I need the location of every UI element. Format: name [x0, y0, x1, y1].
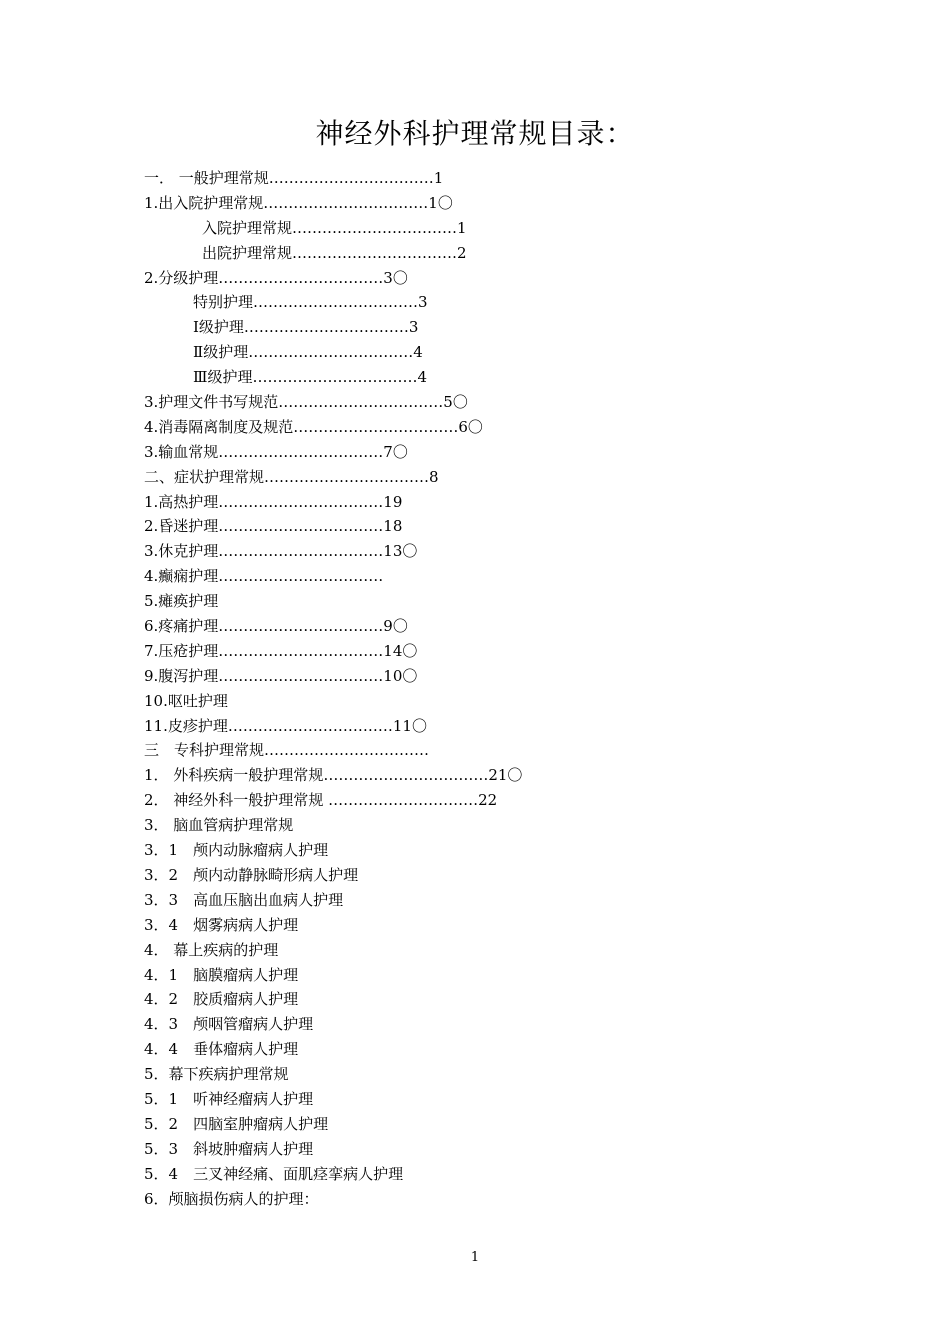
toc-entry: 5．4 三叉神经痛、面肌痉挛病人护理: [144, 1164, 404, 1183]
toc-entry: Ⅰ级护理……………………………3: [193, 318, 419, 337]
toc-entry: 一． 一般护理常规……………………………1: [144, 169, 444, 187]
toc-entry: 4.癫痫护理……………………………: [144, 567, 384, 586]
toc-entry: Ⅱ级护理……………………………4: [193, 343, 423, 362]
toc-entry: 11.皮疹护理……………………………11〇: [144, 716, 427, 735]
toc-entry: 2． 神经外科一般护理常规 …………………………22: [144, 791, 498, 810]
toc-entry: 5．1 听神经瘤病人护理: [144, 1089, 314, 1108]
toc-entry: 5．2 四脑室肿瘤病人护理: [144, 1114, 329, 1133]
toc-entry: 二、症状护理常规……………………………8: [144, 467, 439, 486]
table-of-contents: [144, 166, 844, 1211]
toc-entry: 4．3 颅咽管瘤病人护理: [144, 1015, 314, 1034]
toc-entry: 5．3 斜坡肿瘤病人护理: [144, 1139, 314, 1158]
toc-entry: 3．3 高血压脑出血病人护理: [144, 890, 344, 909]
toc-entry: 4．4 垂体瘤病人护理: [144, 1040, 299, 1059]
toc-entry: 3.输血常规……………………………7〇: [144, 442, 408, 461]
toc-entry: 3．2 颅内动静脉畸形病人护理: [144, 865, 359, 884]
toc-entry: 2.昏迷护理……………………………18: [144, 517, 403, 536]
toc-entry: 1.出入院护理常规……………………………1〇: [144, 193, 453, 212]
toc-entry: 4.消毒隔离制度及规范……………………………6〇: [144, 417, 483, 436]
toc-entry: 3.护理文件书写规范……………………………5〇: [144, 393, 468, 412]
toc-entry: 10.呕吐护理: [144, 691, 228, 710]
toc-entry: 1． 外科疾病一般护理常规……………………………21〇: [144, 766, 523, 785]
toc-entry: 4．2 胶质瘤病人护理: [144, 990, 299, 1009]
toc-entry: 5.瘫痪护理: [144, 592, 219, 611]
toc-entry: 特别护理……………………………3: [193, 293, 428, 312]
toc-entry: 3．4 烟雾病病人护理: [144, 915, 299, 934]
toc-entry: 1.高热护理……………………………19: [144, 492, 403, 511]
document-title: 神经外科护理常规目录：: [315, 117, 635, 150]
toc-entry: 入院护理常规……………………………1: [202, 218, 467, 237]
toc-entry: Ⅲ级护理……………………………4: [193, 368, 428, 387]
toc-entry: 2.分级护理……………………………3〇: [144, 268, 408, 287]
toc-entry: 出院护理常规……………………………2: [202, 243, 467, 262]
toc-entry: 3．1 颅内动脉瘤病人护理: [144, 841, 329, 860]
toc-entry: 7.压疮护理……………………………14〇: [144, 641, 418, 660]
toc-entry: 6．颅脑损伤病人的护理：: [144, 1189, 319, 1208]
toc-entry: 4． 幕上疾病的护理: [144, 940, 279, 959]
toc-entry: 5．幕下疾病护理常规: [144, 1065, 289, 1084]
page-number: 1: [470, 1250, 480, 1265]
toc-entry: 6.疼痛护理……………………………9〇: [144, 617, 408, 636]
toc-entry: 4．1 脑膜瘤病人护理: [144, 965, 299, 984]
toc-entry: 3.休克护理……………………………13〇: [144, 542, 418, 561]
toc-entry: 3． 脑血管病护理常规: [144, 816, 294, 835]
toc-entry: 9.腹泻护理……………………………10〇: [144, 666, 418, 685]
toc-entry: 三 专科护理常规……………………………: [144, 741, 430, 760]
